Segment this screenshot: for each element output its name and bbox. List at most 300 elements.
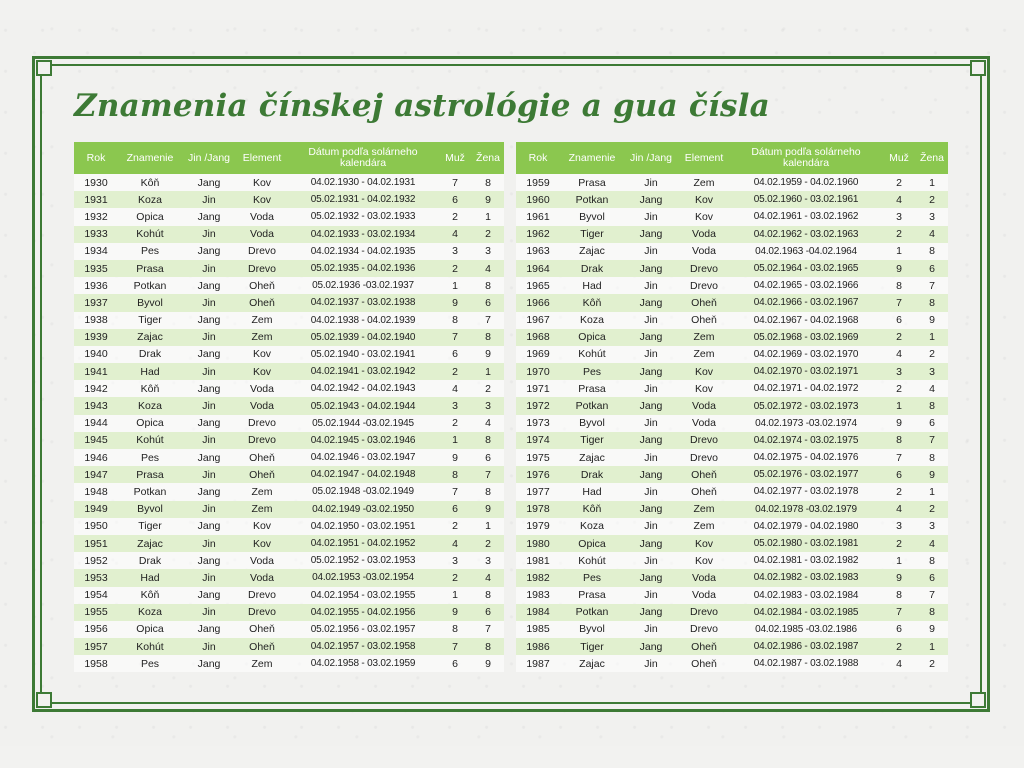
cell-date-range: 04.02.1954 - 03.02.1955 — [288, 587, 438, 604]
cell-element: Zem — [236, 312, 288, 329]
cell-female-gua: 8 — [916, 449, 948, 466]
cell-year: 1970 — [516, 363, 560, 380]
cell-date-range: 04.02.1950 - 03.02.1951 — [288, 518, 438, 535]
cell-female-gua: 9 — [472, 501, 504, 518]
cell-date-range: 04.02.1959 - 04.02.1960 — [730, 174, 882, 191]
cell-element: Kov — [236, 363, 288, 380]
table-row — [516, 312, 948, 329]
cell-male-gua: 9 — [438, 449, 472, 466]
cell-date-range: 04.02.1979 - 04.02.1980 — [730, 518, 882, 535]
header-znamenie: Znamenie — [560, 142, 624, 174]
table-row — [74, 260, 504, 277]
table-row — [74, 294, 504, 311]
cell-year: 1985 — [516, 621, 560, 638]
cell-jin-jang: Jang — [182, 449, 236, 466]
corner-ornament-top-right — [970, 60, 986, 76]
cell-sign: Prasa — [560, 380, 624, 397]
cell-date-range: 04.02.1987 - 03.02.1988 — [730, 655, 882, 672]
table-row — [74, 552, 504, 569]
table-row — [74, 535, 504, 552]
cell-date-range: 04.02.1961 - 03.02.1962 — [730, 208, 882, 225]
table-row — [516, 535, 948, 552]
table-row — [74, 277, 504, 294]
cell-male-gua: 3 — [882, 518, 916, 535]
table-row — [516, 432, 948, 449]
cell-jin-jang: Jin — [182, 363, 236, 380]
cell-sign: Pes — [560, 363, 624, 380]
cell-element: Zem — [678, 518, 730, 535]
cell-jin-jang: Jang — [624, 466, 678, 483]
cell-date-range: 05.02.1940 - 03.02.1941 — [288, 346, 438, 363]
table-row — [74, 191, 504, 208]
cell-female-gua: 7 — [472, 466, 504, 483]
cell-element: Zem — [678, 174, 730, 191]
cell-element: Oheň — [236, 466, 288, 483]
cell-female-gua: 6 — [472, 294, 504, 311]
cell-jin-jang: Jin — [624, 346, 678, 363]
cell-sign: Pes — [118, 449, 182, 466]
cell-jin-jang: Jang — [182, 174, 236, 191]
cell-date-range: 04.02.1969 - 03.02.1970 — [730, 346, 882, 363]
cell-male-gua: 2 — [882, 329, 916, 346]
cell-element: Drevo — [678, 432, 730, 449]
cell-sign: Koza — [560, 312, 624, 329]
cell-jin-jang: Jang — [182, 415, 236, 432]
cell-jin-jang: Jin — [624, 380, 678, 397]
cell-year: 1932 — [74, 208, 118, 225]
table-row — [74, 449, 504, 466]
cell-jin-jang: Jang — [182, 380, 236, 397]
cell-female-gua: 2 — [916, 501, 948, 518]
table-row — [74, 587, 504, 604]
cell-jin-jang: Jin — [182, 535, 236, 552]
cell-date-range: 04.02.1938 - 04.02.1939 — [288, 312, 438, 329]
table-row — [74, 655, 504, 672]
cell-date-range: 04.02.1958 - 03.02.1959 — [288, 655, 438, 672]
cell-jin-jang: Jang — [624, 535, 678, 552]
table-row — [516, 260, 948, 277]
cell-sign: Drak — [118, 552, 182, 569]
cell-male-gua: 8 — [882, 277, 916, 294]
cell-male-gua: 3 — [438, 552, 472, 569]
cell-male-gua: 1 — [882, 243, 916, 260]
table-row — [516, 329, 948, 346]
table-row — [516, 604, 948, 621]
cell-male-gua: 4 — [438, 226, 472, 243]
cell-year: 1987 — [516, 655, 560, 672]
cell-male-gua: 3 — [438, 397, 472, 414]
cell-male-gua: 9 — [882, 569, 916, 586]
cell-female-gua: 3 — [472, 397, 504, 414]
cell-jin-jang: Jin — [182, 294, 236, 311]
cell-year: 1982 — [516, 569, 560, 586]
cell-sign: Byvol — [118, 501, 182, 518]
cell-male-gua: 2 — [438, 518, 472, 535]
corner-ornament-bottom-right — [970, 692, 986, 708]
cell-date-range: 04.02.1983 - 03.02.1984 — [730, 587, 882, 604]
cell-sign: Potkan — [118, 277, 182, 294]
cell-element: Zem — [678, 501, 730, 518]
cell-year: 1948 — [74, 483, 118, 500]
cell-male-gua: 3 — [882, 363, 916, 380]
cell-sign: Had — [560, 277, 624, 294]
cell-element: Voda — [236, 380, 288, 397]
cell-element: Drevo — [678, 260, 730, 277]
cell-sign: Prasa — [118, 260, 182, 277]
table-row — [516, 294, 948, 311]
cell-male-gua: 4 — [438, 380, 472, 397]
cell-element: Drevo — [678, 604, 730, 621]
cell-jin-jang: Jang — [624, 501, 678, 518]
table-row — [74, 397, 504, 414]
cell-female-gua: 4 — [916, 380, 948, 397]
cell-sign: Byvol — [118, 294, 182, 311]
cell-female-gua: 7 — [916, 432, 948, 449]
cell-sign: Kohút — [118, 226, 182, 243]
cell-male-gua: 2 — [438, 208, 472, 225]
table-row — [74, 329, 504, 346]
cell-element: Oheň — [678, 466, 730, 483]
cell-female-gua: 4 — [916, 535, 948, 552]
cell-male-gua: 4 — [882, 191, 916, 208]
cell-date-range: 05.02.1943 - 04.02.1944 — [288, 397, 438, 414]
cell-jin-jang: Jin — [624, 208, 678, 225]
cell-female-gua: 8 — [472, 277, 504, 294]
cell-female-gua: 4 — [472, 569, 504, 586]
cell-female-gua: 7 — [472, 312, 504, 329]
cell-female-gua: 1 — [916, 174, 948, 191]
table-row — [516, 226, 948, 243]
table-row — [516, 466, 948, 483]
cell-female-gua: 8 — [916, 552, 948, 569]
table-row — [74, 432, 504, 449]
cell-date-range: 04.02.1930 - 04.02.1931 — [288, 174, 438, 191]
cell-element: Kov — [678, 191, 730, 208]
cell-date-range: 05.02.1932 - 03.02.1933 — [288, 208, 438, 225]
cell-female-gua: 3 — [916, 363, 948, 380]
cell-female-gua: 1 — [472, 363, 504, 380]
header-zena: Žena — [472, 142, 504, 174]
cell-sign: Koza — [118, 191, 182, 208]
table-row — [74, 208, 504, 225]
cell-element: Zem — [236, 483, 288, 500]
table-row — [74, 346, 504, 363]
cell-date-range: 05.02.1980 - 03.02.1981 — [730, 535, 882, 552]
cell-element: Kov — [236, 174, 288, 191]
cell-year: 1979 — [516, 518, 560, 535]
cell-element: Voda — [678, 397, 730, 414]
cell-element: Drevo — [236, 604, 288, 621]
cell-sign: Had — [560, 483, 624, 500]
cell-year: 1975 — [516, 449, 560, 466]
cell-jin-jang: Jin — [624, 655, 678, 672]
cell-element: Oheň — [236, 449, 288, 466]
cell-element: Kov — [678, 552, 730, 569]
cell-date-range: 04.02.1945 - 03.02.1946 — [288, 432, 438, 449]
cell-element: Voda — [236, 397, 288, 414]
cell-female-gua: 8 — [916, 294, 948, 311]
cell-male-gua: 4 — [882, 655, 916, 672]
cell-date-range: 05.02.1948 -03.02.1949 — [288, 483, 438, 500]
cell-female-gua: 2 — [472, 380, 504, 397]
table-row — [516, 191, 948, 208]
cell-male-gua: 1 — [882, 397, 916, 414]
table-body-right — [516, 174, 948, 672]
cell-sign: Opica — [560, 535, 624, 552]
cell-year: 1957 — [74, 638, 118, 655]
table-header-row — [74, 142, 504, 174]
cell-element: Voda — [678, 587, 730, 604]
cell-date-range: 04.02.1934 - 04.02.1935 — [288, 243, 438, 260]
cell-sign: Had — [118, 363, 182, 380]
cell-year: 1934 — [74, 243, 118, 260]
cell-element: Drevo — [236, 415, 288, 432]
cell-female-gua: 9 — [472, 191, 504, 208]
cell-jin-jang: Jin — [182, 226, 236, 243]
cell-element: Oheň — [678, 655, 730, 672]
cell-male-gua: 2 — [438, 569, 472, 586]
cell-female-gua: 8 — [472, 638, 504, 655]
table-row — [516, 569, 948, 586]
cell-sign: Potkan — [560, 191, 624, 208]
cell-year: 1960 — [516, 191, 560, 208]
cell-date-range: 05.02.1960 - 03.02.1961 — [730, 191, 882, 208]
cell-element: Kov — [236, 191, 288, 208]
cell-female-gua: 6 — [916, 569, 948, 586]
cell-year: 1980 — [516, 535, 560, 552]
cell-year: 1963 — [516, 243, 560, 260]
cell-sign: Tiger — [560, 226, 624, 243]
table-row — [516, 277, 948, 294]
cell-female-gua: 7 — [916, 587, 948, 604]
cell-female-gua: 3 — [916, 518, 948, 535]
table-row — [516, 621, 948, 638]
table-row — [516, 346, 948, 363]
cell-male-gua: 2 — [882, 380, 916, 397]
cell-female-gua: 2 — [916, 191, 948, 208]
cell-jin-jang: Jin — [624, 415, 678, 432]
cell-male-gua: 7 — [882, 449, 916, 466]
cell-date-range: 04.02.1986 - 03.02.1987 — [730, 638, 882, 655]
cell-year: 1940 — [74, 346, 118, 363]
cell-jin-jang: Jang — [182, 208, 236, 225]
zodiac-table-right — [516, 142, 948, 672]
cell-jin-jang: Jang — [624, 329, 678, 346]
cell-jin-jang: Jin — [624, 621, 678, 638]
cell-year: 1953 — [74, 569, 118, 586]
cell-male-gua: 4 — [882, 501, 916, 518]
cell-element: Kov — [236, 346, 288, 363]
cell-sign: Zajac — [560, 243, 624, 260]
cell-sign: Drak — [118, 346, 182, 363]
cell-female-gua: 8 — [472, 329, 504, 346]
table-row — [516, 363, 948, 380]
cell-element: Oheň — [678, 294, 730, 311]
cell-year: 1968 — [516, 329, 560, 346]
cell-jin-jang: Jin — [624, 277, 678, 294]
table-row — [516, 552, 948, 569]
table-row — [516, 415, 948, 432]
cell-element: Voda — [236, 208, 288, 225]
cell-element: Oheň — [236, 277, 288, 294]
cell-female-gua: 6 — [472, 604, 504, 621]
table-row — [74, 518, 504, 535]
cell-male-gua: 9 — [882, 260, 916, 277]
cell-female-gua: 6 — [916, 415, 948, 432]
table-row — [74, 621, 504, 638]
cell-element: Kov — [236, 518, 288, 535]
cell-female-gua: 6 — [916, 260, 948, 277]
cell-year: 1976 — [516, 466, 560, 483]
cell-jin-jang: Jang — [182, 312, 236, 329]
cell-jin-jang: Jang — [182, 518, 236, 535]
cell-element: Drevo — [236, 432, 288, 449]
cell-jin-jang: Jin — [624, 243, 678, 260]
corner-ornament-bottom-left — [36, 692, 52, 708]
cell-male-gua: 6 — [882, 312, 916, 329]
corner-ornament-top-left — [36, 60, 52, 76]
cell-jin-jang: Jang — [182, 552, 236, 569]
cell-date-range: 04.02.1951 - 04.02.1952 — [288, 535, 438, 552]
cell-jin-jang: Jang — [182, 655, 236, 672]
cell-jin-jang: Jin — [624, 518, 678, 535]
cell-year: 1944 — [74, 415, 118, 432]
cell-male-gua: 2 — [438, 363, 472, 380]
cell-jin-jang: Jin — [624, 587, 678, 604]
cell-date-range: 04.02.1978 -03.02.1979 — [730, 501, 882, 518]
cell-year: 1950 — [74, 518, 118, 535]
cell-male-gua: 2 — [882, 226, 916, 243]
cell-female-gua: 2 — [916, 346, 948, 363]
cell-female-gua: 2 — [472, 535, 504, 552]
table-row — [74, 466, 504, 483]
cell-female-gua: 2 — [472, 226, 504, 243]
cell-year: 1978 — [516, 501, 560, 518]
cell-jin-jang: Jang — [624, 397, 678, 414]
cell-male-gua: 6 — [438, 191, 472, 208]
cell-date-range: 04.02.1971 - 04.02.1972 — [730, 380, 882, 397]
table-row — [74, 483, 504, 500]
cell-sign: Kohút — [560, 346, 624, 363]
page-title: Znamenia čínskej astrológie a gua čísla — [74, 88, 770, 124]
cell-year: 1984 — [516, 604, 560, 621]
cell-year: 1939 — [74, 329, 118, 346]
table-row — [74, 312, 504, 329]
cell-jin-jang: Jin — [182, 260, 236, 277]
cell-date-range: 05.02.1976 - 03.02.1977 — [730, 466, 882, 483]
cell-sign: Zajac — [560, 449, 624, 466]
cell-date-range: 04.02.1984 - 03.02.1985 — [730, 604, 882, 621]
cell-year: 1986 — [516, 638, 560, 655]
cell-male-gua: 9 — [438, 294, 472, 311]
cell-female-gua: 8 — [916, 604, 948, 621]
cell-element: Drevo — [678, 621, 730, 638]
cell-sign: Opica — [560, 329, 624, 346]
header-jin-jang: Jin /Jang — [624, 142, 678, 174]
cell-jin-jang: Jin — [182, 638, 236, 655]
cell-year: 1930 — [74, 174, 118, 191]
cell-female-gua: 9 — [472, 346, 504, 363]
cell-date-range: 04.02.1967 - 04.02.1968 — [730, 312, 882, 329]
table-row — [74, 501, 504, 518]
cell-jin-jang: Jin — [624, 449, 678, 466]
cell-year: 1954 — [74, 587, 118, 604]
cell-female-gua: 8 — [916, 243, 948, 260]
cell-year: 1949 — [74, 501, 118, 518]
cell-element: Zem — [236, 329, 288, 346]
cell-jin-jang: Jang — [182, 483, 236, 500]
cell-female-gua: 9 — [916, 621, 948, 638]
cell-male-gua: 1 — [438, 587, 472, 604]
cell-date-range: 05.02.1935 - 04.02.1936 — [288, 260, 438, 277]
cell-date-range: 04.02.1941 - 03.02.1942 — [288, 363, 438, 380]
cell-year: 1938 — [74, 312, 118, 329]
table-row — [516, 208, 948, 225]
cell-male-gua: 8 — [438, 621, 472, 638]
cell-female-gua: 8 — [472, 587, 504, 604]
header-datum: Dátum podľa solárneho kalendára — [730, 142, 882, 174]
cell-element: Drevo — [678, 277, 730, 294]
cell-date-range: 04.02.1937 - 03.02.1938 — [288, 294, 438, 311]
cell-date-range: 04.02.1970 - 03.02.1971 — [730, 363, 882, 380]
cell-date-range: 04.02.1946 - 03.02.1947 — [288, 449, 438, 466]
cell-sign: Kôň — [118, 380, 182, 397]
cell-jin-jang: Jang — [624, 604, 678, 621]
cell-year: 1961 — [516, 208, 560, 225]
cell-element: Drevo — [678, 449, 730, 466]
cell-female-gua: 1 — [916, 483, 948, 500]
cell-date-range: 05.02.1964 - 03.02.1965 — [730, 260, 882, 277]
header-rok: Rok — [74, 142, 118, 174]
cell-year: 1952 — [74, 552, 118, 569]
table-body-left — [74, 174, 504, 672]
cell-element: Kov — [678, 380, 730, 397]
cell-male-gua: 2 — [882, 174, 916, 191]
cell-jin-jang: Jang — [182, 243, 236, 260]
cell-year: 1946 — [74, 449, 118, 466]
cell-element: Zem — [236, 501, 288, 518]
cell-date-range: 04.02.1981 - 03.02.1982 — [730, 552, 882, 569]
cell-sign: Kôň — [118, 587, 182, 604]
zodiac-table-left — [74, 142, 504, 672]
cell-sign: Opica — [118, 415, 182, 432]
cell-date-range: 05.02.1952 - 03.02.1953 — [288, 552, 438, 569]
cell-year: 1937 — [74, 294, 118, 311]
cell-year: 1955 — [74, 604, 118, 621]
cell-female-gua: 4 — [916, 226, 948, 243]
cell-year: 1969 — [516, 346, 560, 363]
cell-sign: Zajac — [118, 329, 182, 346]
header-muz: Muž — [882, 142, 916, 174]
cell-male-gua: 4 — [438, 535, 472, 552]
cell-female-gua: 2 — [916, 655, 948, 672]
cell-element: Oheň — [678, 483, 730, 500]
cell-date-range: 04.02.1973 -03.02.1974 — [730, 415, 882, 432]
cell-element: Drevo — [236, 587, 288, 604]
cell-element: Oheň — [236, 621, 288, 638]
cell-date-range: 04.02.1963 -04.02.1964 — [730, 243, 882, 260]
cell-year: 1947 — [74, 466, 118, 483]
cell-sign: Had — [118, 569, 182, 586]
cell-date-range: 05.02.1968 - 03.02.1969 — [730, 329, 882, 346]
cell-male-gua: 7 — [438, 174, 472, 191]
cell-sign: Pes — [118, 243, 182, 260]
cell-element: Voda — [236, 552, 288, 569]
table-row — [516, 174, 948, 191]
cell-jin-jang: Jang — [624, 638, 678, 655]
table-row — [516, 501, 948, 518]
cell-male-gua: 3 — [882, 208, 916, 225]
